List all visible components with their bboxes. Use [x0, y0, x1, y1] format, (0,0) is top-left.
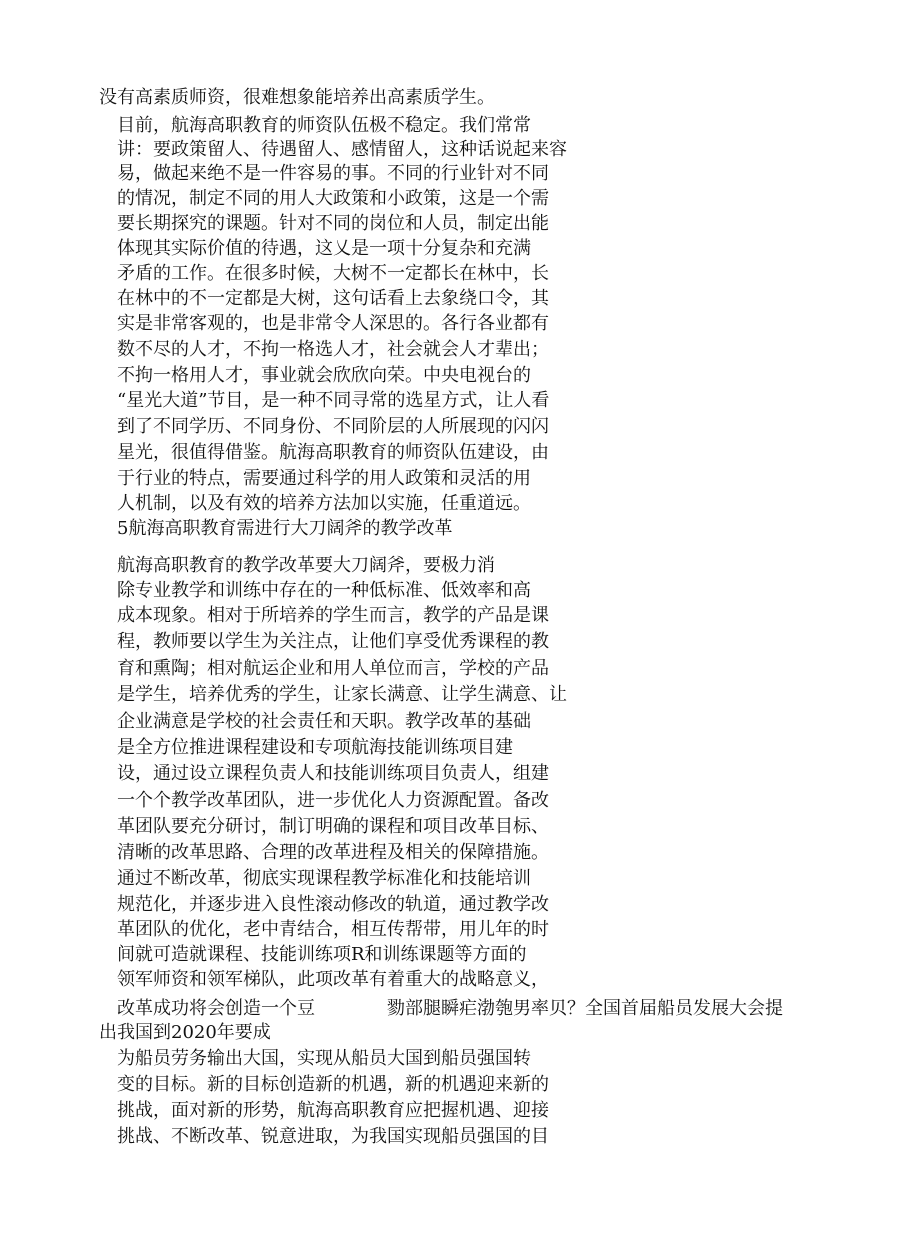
text-line: 为船员劳务输出大国，实现从船员大国到船员强国转 [117, 1048, 531, 1069]
text-line: 星光，很值得借鉴。航海高职教育的师资队伍建设，由 [117, 442, 549, 463]
text-line: 在林中的不一定都是大树，这句话看上去象绕口令，其 [117, 288, 549, 309]
text-line: 一个个教学改革团队，进一步优化人力资源配置。备改 [117, 790, 549, 811]
text-line: 规范化，并逐步进入良性滚动修改的轨道，通过教学改 [117, 894, 549, 915]
text-line: 挑战，面对新的形势，航海高职教育应把握机遇、迎接 [117, 1100, 549, 1121]
text-line: 人机制，以及有效的培养方法加以实施，任重道远。 [117, 493, 531, 514]
text-line: 是学生，培养优秀的学生，让家长满意、让学生满意、让 [117, 684, 567, 705]
text-line: 革团队的优化，老中青结合，相互传帮带，用儿年的时 [117, 919, 549, 940]
section-heading: 5航海高职教育需进行大刀阔斧的教学改革 [117, 518, 453, 539]
text-line: 数不尽的人才，不拘一格选人才，社会就会人才辈出； [117, 339, 549, 360]
text-line: 设，通过设立课程负责人和技能训练项目负责人，组建 [117, 763, 549, 784]
text-line: 讲：要政策留人、待遇留人、感情留人，这种话说起来容 [117, 139, 567, 160]
text-line: 不拘一格用人才，事业就会欣欣向荣。中央电视台的 [117, 365, 531, 386]
text-line: 是全方位推进课程建设和专项航海技能训练项目建 [117, 737, 513, 758]
text-line: 目前，航海高职教育的师资队伍极不稳定。我们常常 [117, 115, 531, 136]
text-line: 变的目标。新的目标创造新的机遇，新的机遇迎来新的 [117, 1074, 549, 1095]
text-line: 勠部腿瞬疟渤匏男率贝？全国首届船员发展大会提 [387, 998, 783, 1019]
text-line: 没有高素质师资，很难想象能培养出高素质学生。 [99, 87, 495, 108]
text-line: 出我国到2020年要成 [99, 1022, 271, 1043]
text-line: 航海高职教育的教学改革要大刀阔斧，要极力消 [117, 555, 495, 576]
text-line: 体现其实际价值的待遇，这乂是一项十分复杂和充满 [117, 238, 531, 259]
text-line: 于行业的特点，需要通过科学的用人政策和灵活的用 [117, 468, 531, 489]
text-line: 清晰的改革思路、合理的改革进程及相关的保障措施。 [117, 842, 549, 863]
text-line: 易，做起来绝不是一件容易的事。不同的行业针对不同 [117, 163, 549, 184]
text-line: 成本现象。相对于所培养的学生而言，教学的产品是课 [117, 605, 549, 626]
text-line: 除专业教学和训练中存在的一种低标准、低效率和高 [117, 580, 531, 601]
text-line: 企业满意是学校的社会责任和天职。教学改革的基础 [117, 711, 531, 732]
text-line: 育和熏陶；相对航运企业和用人单位而言，学校的产品 [117, 658, 549, 679]
text-line: 间就可造就课程、技能训练项R和训练课题等方面的 [117, 944, 527, 965]
text-line: 改革成功将会创造一个豆 [117, 998, 315, 1019]
text-line: 程，教师要以学生为关注点，让他们享受优秀课程的教 [117, 631, 549, 652]
text-line: 挑战、不断改革、锐意进取，为我国实现船员强国的目 [117, 1126, 549, 1147]
text-line: 实是非常客观的，也是非常令人深思的。各行各业都有 [117, 313, 549, 334]
text-line: 矛盾的工作。在很多时候，大树不一定都长在林中，长 [117, 263, 549, 284]
text-line: 要长期探究的课题。针对不同的岗位和人员，制定出能 [117, 213, 549, 234]
text-line: 的情况，制定不同的用人大政策和小政策，这是一个需 [117, 188, 549, 209]
text-line: 领军师资和领军梯队，此项改革有着重大的战略意义， [117, 969, 549, 990]
text-line: 革团队要充分研讨，制订明确的课程和项目改革目标、 [117, 816, 549, 837]
text-line: 通过不断改革，彻底实现课程教学标准化和技能培训 [117, 868, 531, 889]
text-line: “星光大道”节目，是一种不同寻常的选星方式，让人看 [117, 390, 550, 411]
text-line: 到了不同学历、不同身份、不同阶层的人所展现的闪闪 [117, 416, 549, 437]
